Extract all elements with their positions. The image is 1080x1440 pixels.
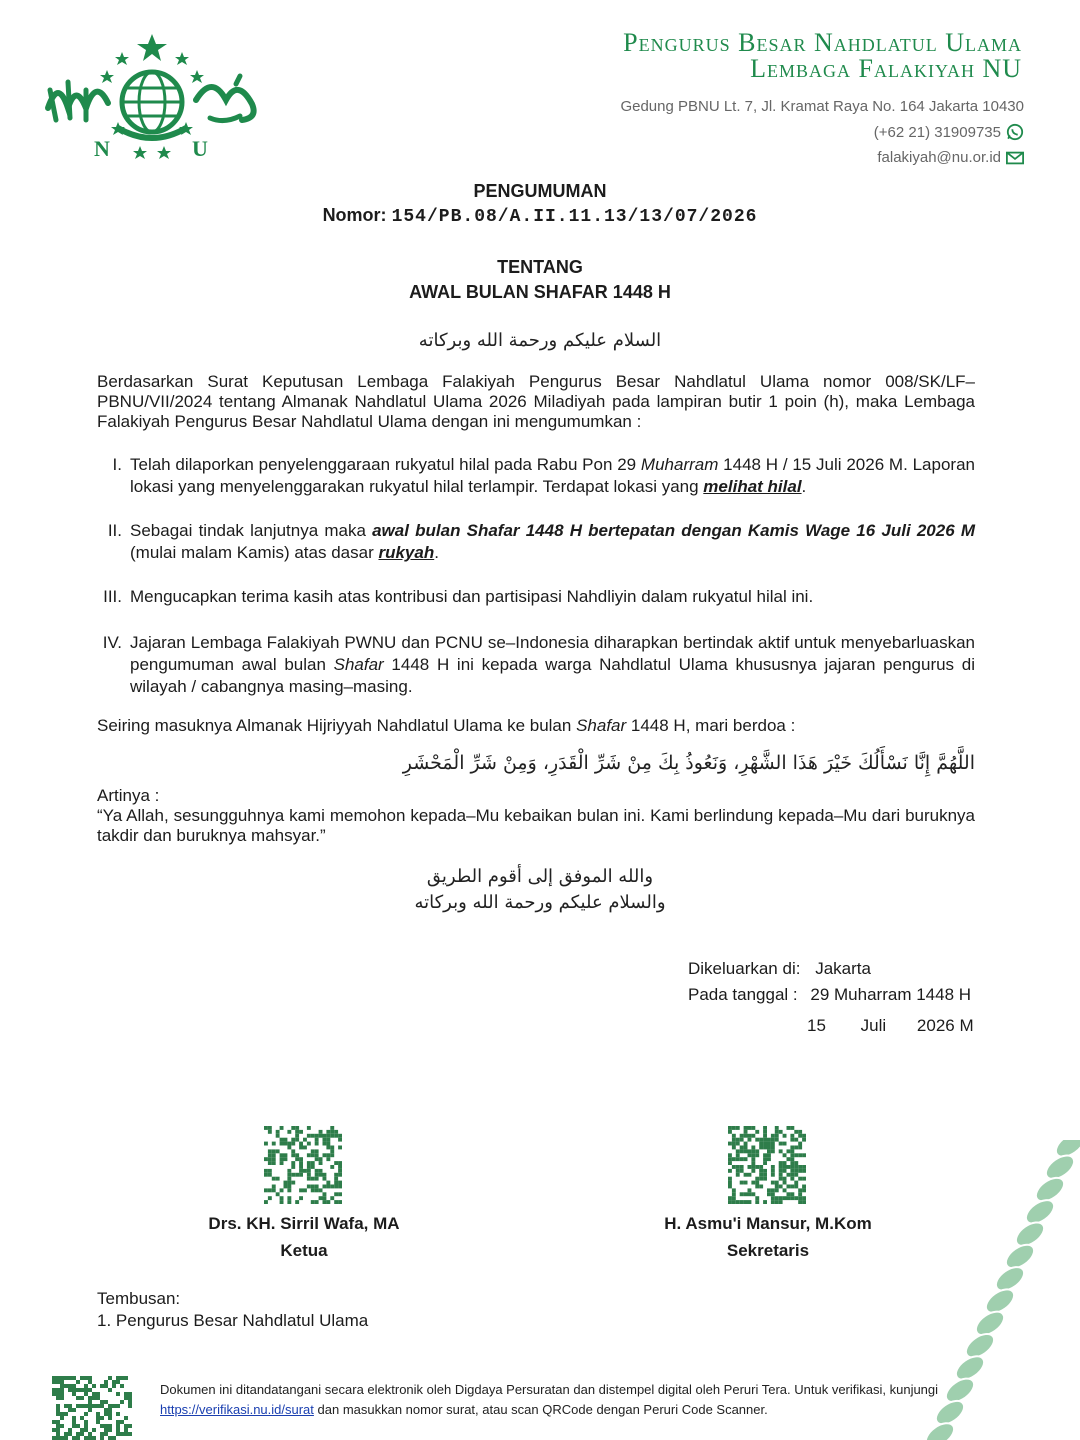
item-number: III. <box>103 587 122 606</box>
doc-subject: AWAL BULAN SHAFAR 1448 H <box>409 282 671 302</box>
closing-arabic-2: والسلام عليكم ورحمة الله وبركاته <box>414 892 666 913</box>
doa-arabic: اللَّهُمَّ إِنَّا نَسْأَلُكَ خَيْرَ هَذَا الشَّهْرِ، وَنَعُوذُ بِكَ مِنْ شَرِّ الْقَدَرِ، وَمِنْ شَرِّ الْمَحْشَرِ <box>402 752 975 774</box>
org-name-line1: Pengurus Besar Nahdlatul Ulama <box>623 28 1022 57</box>
salam-opening: السلام عليكم ورحمة الله وبركاته <box>418 330 662 351</box>
list-item <box>90 520 975 564</box>
doc-tentang: TENTANG <box>497 257 583 277</box>
signatory-name-sekretaris: H. Asmu'i Mansur, M.Kom <box>664 1214 872 1233</box>
item-text: Jajaran Lembaga Falakiyah PWNU dan PCNU se–Indonesia diharapkan bertindak aktif untuk menyebarluaskan pengumuman awal bulan Shafar 1448 H ini kepada warga Nahdlatul Ulama khususnya jajaran pengurus di wilayah / cabangnya masing–masing. <box>130 633 975 696</box>
list-item <box>90 454 975 498</box>
issued-place-label: Dikeluarkan di: <box>688 959 801 978</box>
org-address: Gedung PBNU Lt. 7, Jl. Kramat Raya No. 164 Jakarta 10430 <box>620 98 1024 115</box>
issued-month: Juli <box>860 1016 887 1035</box>
item-text: Mengucapkan terima kasih atas kontribusi dan partisipasi Nahdliyin dalam rukyatul hilal ini. <box>130 587 814 606</box>
item-text: Telah dilaporkan penyelenggaraan rukyatul hilal pada Rabu Pon 29 Muharram 1448 H / 15 Juli 2026 M. Laporan lokasi yang menyelenggarakan rukyatul hilal terlampir. Terdapat lokasi yang melihat hilal. <box>130 455 975 496</box>
tembusan-label: Tembusan: <box>97 1289 181 1308</box>
artinya-text: “Ya Allah, sesungguhnya kami memohon kepada–Mu kebaikan bulan ini. Kami berlindung kepada–Mu dari buruknya takdir dan buruknya mahsyar.” <box>97 806 975 845</box>
issued-place-value: Jakarta <box>815 959 871 978</box>
item-text: Sebagai tindak lanjutnya maka awal bulan Shafar 1448 H bertepatan dengan Kamis Wage 16 Juli 2026 M (mulai malam Kamis) atas dasar rukyah. <box>130 521 975 562</box>
intro-paragraph: Berdasarkan Surat Keputusan Lembaga Falakiyah Pengurus Besar Nahdlatul Ulama nomor 008/SK/LF–PBNU/VII/2024 tentang Almanak Nahdlatul Ulama 2026 Miladiyah pada lampiran butir 1 poin (h), maka Lembaga Falakiyah Pengurus Besar Nahdlatul Ulama dengan ini mengumumkan : <box>97 372 975 431</box>
doc-number-value: 154/PB.08/A.II.11.13/13/07/2026 <box>391 207 758 227</box>
doc-heading: PENGUMUMAN <box>473 181 607 201</box>
issued-date <box>688 985 971 1005</box>
item-number: IV. <box>102 633 122 652</box>
list-item <box>90 632 975 698</box>
closing-arabic-1: والله الموفق إلى أقوم الطريق <box>426 866 654 887</box>
doc-number-label: Nomor: <box>322 205 387 225</box>
rope-decoration <box>920 1140 1080 1440</box>
melihat-hilal-emphasis: melihat hilal <box>703 477 802 496</box>
artinya-label: Artinya : <box>97 786 160 805</box>
signatory-name-ketua: Drs. KH. Sirril Wafa, MA <box>208 1214 400 1233</box>
issued-year: 2026 M <box>916 1016 974 1035</box>
signatory-role-ketua: Ketua <box>280 1241 328 1260</box>
issued-gregorian <box>807 1016 974 1036</box>
nu-logo <box>40 30 270 170</box>
phone-number: (+62 21) 31909735 <box>873 123 1001 141</box>
qr-code-sekretaris <box>728 1126 806 1204</box>
org-phone <box>874 123 1024 141</box>
item-number: I. <box>112 455 122 474</box>
qr-code-ketua <box>264 1126 342 1204</box>
item-number: II. <box>107 521 122 540</box>
issued-hijri: 29 Muharram 1448 H <box>810 985 972 1004</box>
verification-qr-code <box>52 1376 132 1440</box>
rukyah-emphasis: rukyah <box>378 543 435 562</box>
logo-letter-n: N <box>94 136 110 161</box>
email-address: falakiyah@nu.or.id <box>877 149 1001 166</box>
tembusan-item: 1. Pengurus Besar Nahdlatul Ulama <box>97 1311 369 1330</box>
org-email <box>877 149 1024 166</box>
doc-number <box>0 205 1080 227</box>
issued-day: 15 <box>807 1016 826 1035</box>
verification-link[interactable]: https://verifikasi.nu.id/surat <box>160 1402 314 1417</box>
logo-letter-u: U <box>192 136 208 161</box>
list-item <box>90 586 975 608</box>
org-name-line2: Lembaga Falakiyah NU <box>750 54 1022 83</box>
whatsapp-icon <box>1006 123 1024 141</box>
seiring-paragraph: Seiring masuknya Almanak Hijriyyah Nahdlatul Ulama ke bulan Shafar 1448 H, mari berdoa : <box>97 716 796 735</box>
footer-verification-text: Dokumen ini ditandatangani secara elektronik oleh Digdaya Persuratan dan distempel digital oleh Peruri Tera. Untuk verifikasi, kunjungi https://verifikasi.nu.id/surat dan masukkan nomor surat, atau scan QRCode dengan Peruri Code Scanner. <box>160 1382 939 1417</box>
issued-place <box>688 959 871 979</box>
signatory-role-sekretaris: Sekretaris <box>726 1241 810 1260</box>
decision-emphasis: awal bulan Shafar 1448 H bertepatan dengan Kamis Wage 16 Juli 2026 M <box>372 521 975 540</box>
issued-date-label: Pada tanggal : <box>688 985 798 1004</box>
envelope-icon <box>1006 151 1024 165</box>
